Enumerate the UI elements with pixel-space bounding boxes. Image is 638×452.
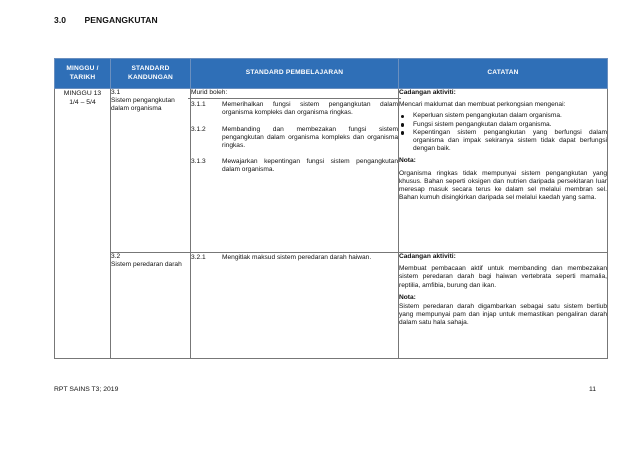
- nota-title: Nota:: [399, 293, 416, 301]
- standard-pembelajaran-cell: [191, 89, 399, 253]
- minggu-week: MINGGU 13: [63, 90, 102, 97]
- bullet-icon: [401, 123, 404, 126]
- sk-title: Sistem peredaran darah: [111, 261, 182, 269]
- aktiviti-title: Cadangan aktiviti:: [399, 253, 456, 260]
- table-row: [55, 253, 608, 359]
- nota-text: Organisma ringkas tidak mempunyai sistem pengangkutan yang khusus. Bahan seperti oksigen dan nutrien daripada persekitaran luar meresap masuk secara terus ke dalam sel melalui membran sel. Bahan kumuh disingkirkan daripada sel melalui kaedah yang sama.: [399, 169, 607, 202]
- standard-pembelajaran-cell: [191, 253, 399, 359]
- minggu-date: 1/4 – 5/4: [69, 99, 96, 106]
- bullet-icon: [401, 115, 404, 118]
- sp-text: Mewajarkan kepentingan fungsi sistem pengangkutan dalam organisma.: [222, 158, 398, 174]
- standard-kandungan-cell: [111, 253, 191, 359]
- sp-item: [191, 101, 398, 117]
- nota-title: Nota:: [399, 157, 416, 165]
- nota-text: Sistem peredaran darah digambarkan sebagai satu sistem bertiub yang mempunyai pam dan injap untuk memastikan pengaliran darah dalam satu hala sahaja.: [399, 303, 607, 327]
- header-standard-kandungan: STANDARD KANDUNGAN: [111, 59, 191, 89]
- standard-kandungan-cell: [111, 89, 191, 253]
- section-heading: [54, 15, 158, 25]
- sp-code: 3.2.1: [191, 254, 206, 261]
- aktiviti-title: Cadangan aktiviti:: [399, 89, 456, 96]
- sk-code: 3.1: [111, 89, 121, 96]
- sp-item: [191, 126, 398, 151]
- header-standard-pembelajaran: STANDARD PEMBELAJARAN: [191, 59, 399, 89]
- aktiviti-list: [399, 112, 607, 153]
- footer-title: RPT SAINS T3; 2019: [54, 386, 119, 393]
- sp-intro: Murid boleh:: [188, 88, 401, 99]
- sp-text: Mengitlak maksud sistem peredaran darah haiwan.: [222, 254, 372, 261]
- page-number: 11: [589, 386, 597, 393]
- section-title: PENGANGKUTAN: [84, 15, 158, 25]
- section-number: 3.0: [54, 15, 67, 25]
- sk-title: Sistem pengangkutan dalam organisma: [111, 97, 175, 113]
- minggu-cell: [55, 89, 111, 359]
- aktiviti-text: Membuat pembacaan aktif untuk membanding dan membezakan sistem peredaran darah bagi haiwan vertebrata seperti mamalia, reptilia, amfibia, burung dan ikan.: [399, 265, 607, 289]
- sp-item: [191, 254, 398, 262]
- sp-item: [191, 158, 398, 174]
- catatan-cell: [399, 89, 608, 253]
- rpt-table: [54, 58, 608, 359]
- header-row: [55, 59, 608, 89]
- list-item-text: Kepentingan sistem pengangkutan yang berfungsi dalam organisma dan impak sekiranya sistem tidak dapat berfungsi dengan baik.: [413, 128, 607, 153]
- sp-code: 3.1.1: [191, 101, 206, 109]
- sk-code: 3.2: [111, 253, 121, 260]
- table-row: [55, 89, 608, 253]
- aktiviti-text: Mencari maklumat dan membuat perkongsian mengenai:: [399, 101, 566, 109]
- sp-code: 3.1.2: [191, 125, 206, 133]
- sp-text: Memerihalkan fungsi sistem pengangkutan dalam organisma kompleks dan organisma ringkas.: [222, 101, 398, 117]
- sp-code: 3.1.3: [191, 158, 206, 166]
- catatan-cell: [399, 253, 608, 359]
- list-item: [399, 112, 607, 120]
- list-item-text: Fungsi sistem pengangkutan dalam organisma.: [413, 120, 552, 128]
- list-item: [399, 121, 607, 129]
- header-catatan: CATATAN: [399, 59, 608, 89]
- sp-text: Membanding dan membezakan fungsi sistem pengangkutan dalam organisma kompleks dan organisma ringkas.: [222, 125, 398, 150]
- list-item: [399, 129, 607, 154]
- bullet-icon: [401, 131, 404, 134]
- list-item-text: Keperluan sistem pengangkutan dalam organisma.: [413, 112, 562, 120]
- header-minggu: MINGGU / TARIKH: [55, 59, 111, 89]
